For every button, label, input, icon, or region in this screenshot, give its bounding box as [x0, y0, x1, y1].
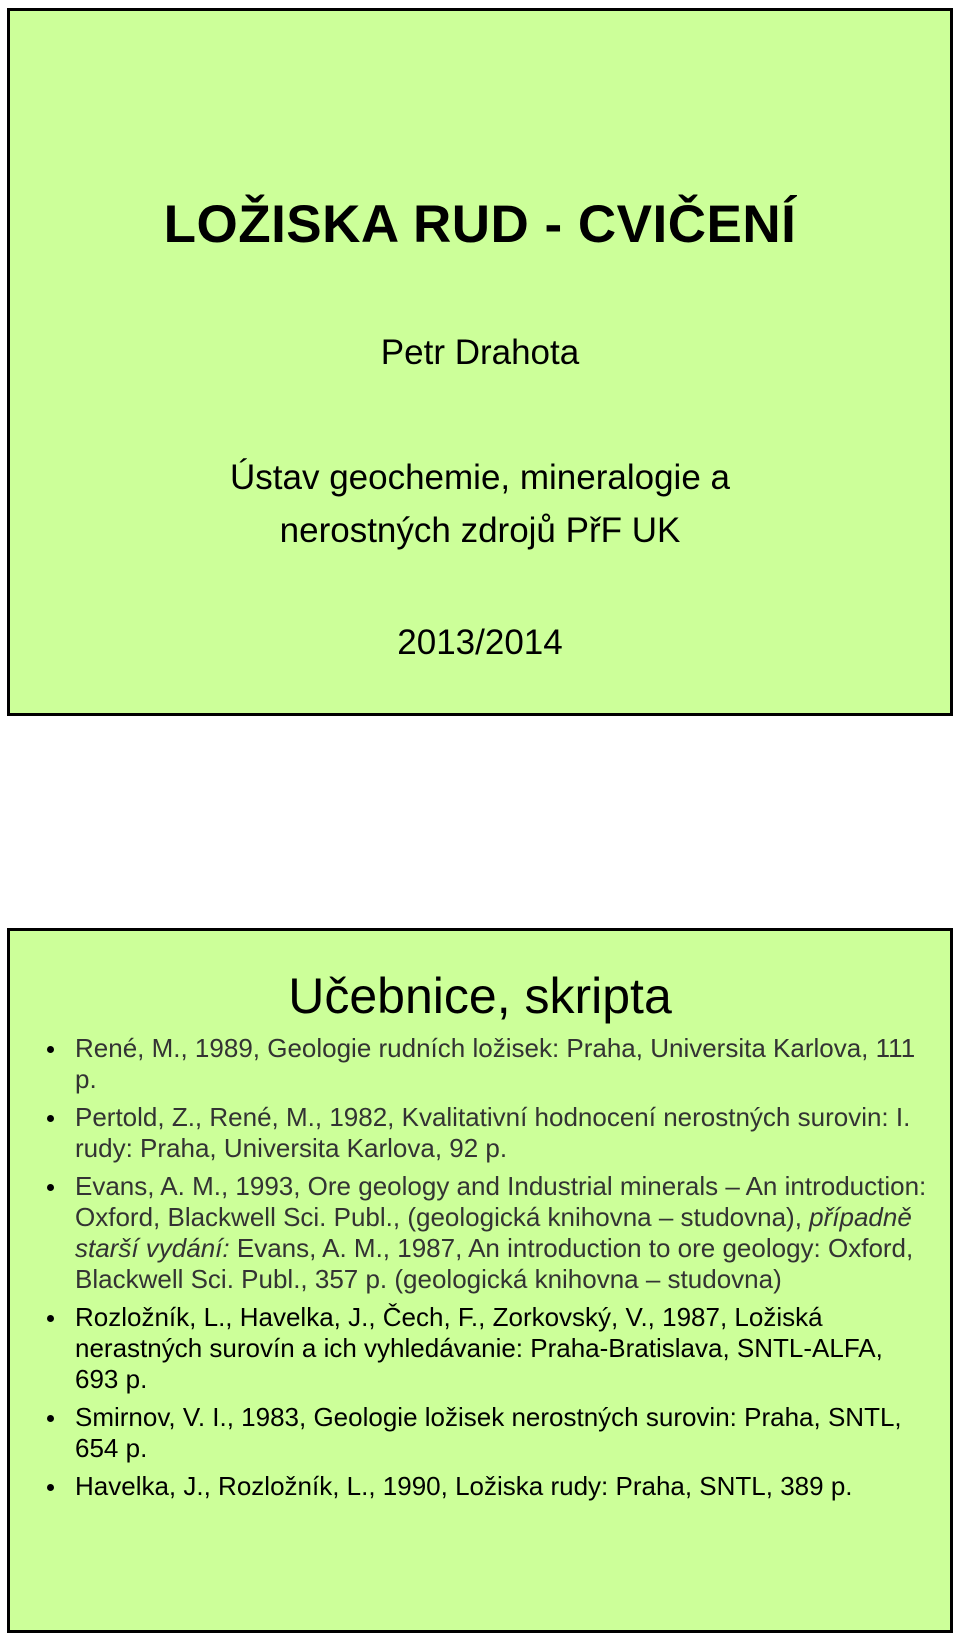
institute-line-2: nerostných zdrojů PřF UK: [279, 511, 681, 550]
textbooks-slide: [7, 928, 953, 1633]
reference-item: [47, 1171, 927, 1295]
author-name: Petr Drahota: [380, 333, 580, 372]
reference-item: René, M., 1989, Geologie rudních ložisek: Praha, Universita Karlova, 111 p.: [47, 1033, 927, 1095]
reference-item: Rozložník, L., Havelka, J., Čech, F., Zorkovský, V., 1987, Ložiská nerastných surovín a ich vyhledávanie: Praha-Bratislava, SNTL-ALFA, 693 p.: [47, 1302, 927, 1395]
title-slide: [7, 8, 953, 716]
reference-list: [47, 1033, 927, 1509]
academic-year: 2013/2014: [397, 623, 563, 662]
reference-item: Pertold, Z., René, M., 1982, Kvalitativní hodnocení nerostných surovin: I. rudy: Praha, Universita Karlova, 92 p.: [47, 1102, 927, 1164]
reference-text: Evans, A. M., 1987, An introduction to ore geology: Oxford, Blackwell Sci. Publ., 357 p. (geologická knihovna – studovna): [75, 1233, 914, 1294]
slide-title: Učebnice, skripta: [288, 968, 672, 1024]
reference-item: Havelka, J., Rozložník, L., 1990, Ložiska rudy: Praha, SNTL, 389 p.: [47, 1471, 927, 1502]
institute-line-1: Ústav geochemie, mineralogie a: [230, 458, 730, 497]
slide-title: LOŽISKA RUD - CVIČENÍ: [163, 195, 797, 254]
reference-italic-note: případně starší vydání:: [75, 1202, 912, 1263]
reference-text: Evans, A. M., 1993, Ore geology and Industrial minerals – An introduction: Oxford, Blackwell Sci. Publ., (geologická knihovna – studovna),: [75, 1171, 927, 1232]
reference-item: Smirnov, V. I., 1983, Geologie ložisek nerostných surovin: Praha, SNTL, 654 p.: [47, 1402, 927, 1464]
institute: [10, 451, 950, 557]
